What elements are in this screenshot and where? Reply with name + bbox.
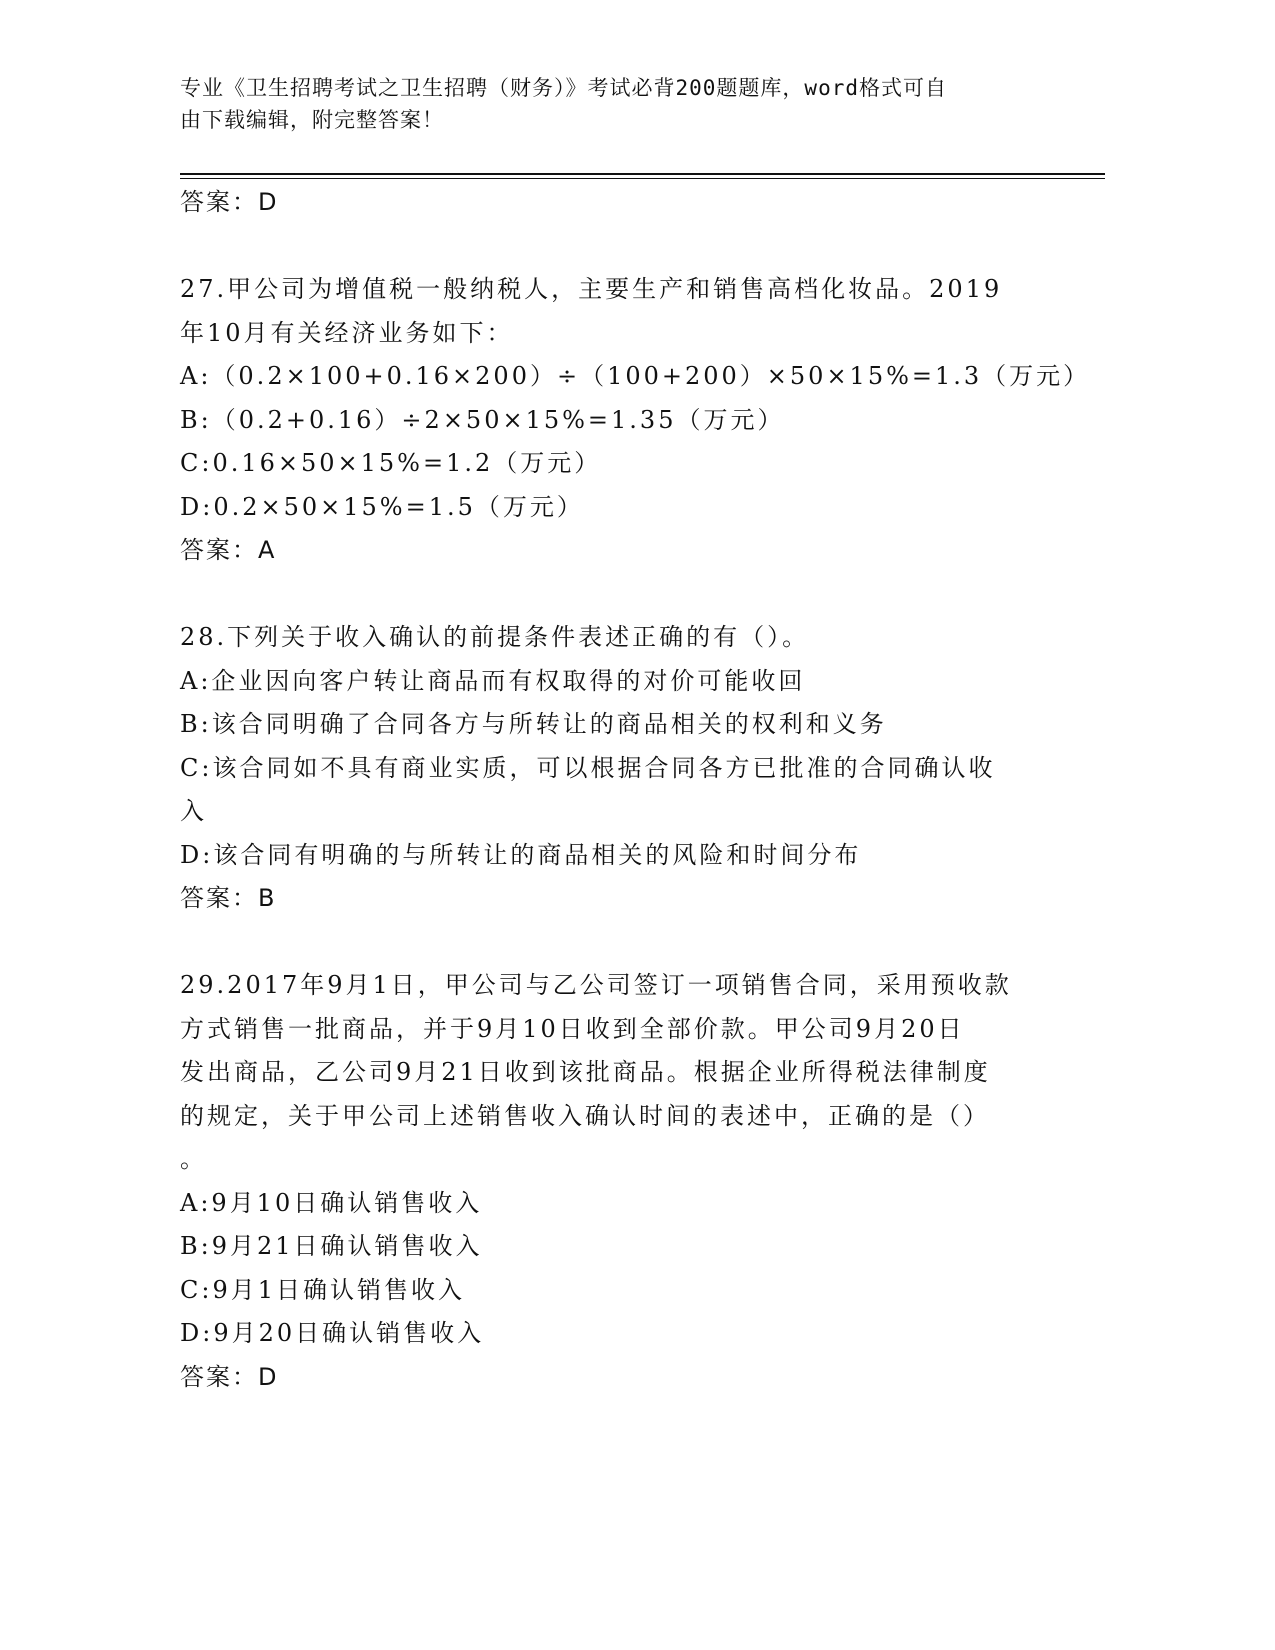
text-line: 28.下列关于收入确认的前提条件表述正确的有（）。 [180,623,810,651]
text-line: 29.2017年9月1日，甲公司与乙公司签订一项销售合同，采用预收款 [180,971,1012,999]
text-line: 。 [180,1145,207,1173]
answer-line: 答案：A [180,536,277,564]
document-header [180,72,1040,136]
answer-line: 答案：B [180,884,277,912]
text-line: C:0.16×50×15%=1.2（万元） [180,449,602,477]
spacer [180,225,1060,269]
text-line: 年10月有关经济业务如下： [180,318,514,347]
answer-line: 答案：D [180,1362,279,1391]
header-divider [180,173,1105,175]
spacer [180,921,1060,965]
text-line: 发出商品，乙公司9月21日收到该批商品。根据企业所得税法律制度 [180,1058,991,1086]
header-line: 由下载编辑，附完整答案！ [180,108,444,132]
text-line: D:0.2×50×15%=1.5（万元） [180,492,584,521]
question-list [180,181,1091,1399]
text-line: A:企业因向客户转让商品而有权取得的对价可能收回 [180,666,806,695]
header-divider [180,178,1105,179]
text-line: 的规定，关于甲公司上述销售收入确认时间的表述中，正确的是（） [180,1101,990,1130]
text-line: C:该合同如不具有商业实质，可以根据合同各方已批准的合同确认收 [180,753,996,782]
text-line: D:该合同有明确的与所转让的商品相关的风险和时间分布 [180,840,862,869]
text-line: 27.甲公司为增值税一般纳税人，主要生产和销售高档化妆品。2019 [180,275,1003,303]
text-line: B:（0.2+0.16）÷2×50×15%=1.35（万元） [180,405,785,434]
text-line: 入 [180,797,207,825]
text-line: A:（0.2×100+0.16×200）÷（100+200）×50×15%=1.3（万元） [180,362,1091,390]
text-line: D:9月20日确认销售收入 [180,1319,485,1347]
text-line: B:该合同明确了合同各方与所转让的商品相关的权利和义务 [180,710,887,738]
text-line: C:9月1日确认销售收入 [180,1275,465,1304]
text-line: B:9月21日确认销售收入 [180,1232,483,1260]
header-line: 专业《卫生招聘考试之卫生招聘（财务）》考试必背200题题库，word格式可自 [180,76,947,100]
answer-line: 答案：D [180,188,279,216]
spacer [180,573,1060,617]
text-line: 方式销售一批商品，并于9月10日收到全部价款。甲公司9月20日 [180,1014,965,1043]
text-line: A:9月10日确认销售收入 [180,1188,483,1217]
